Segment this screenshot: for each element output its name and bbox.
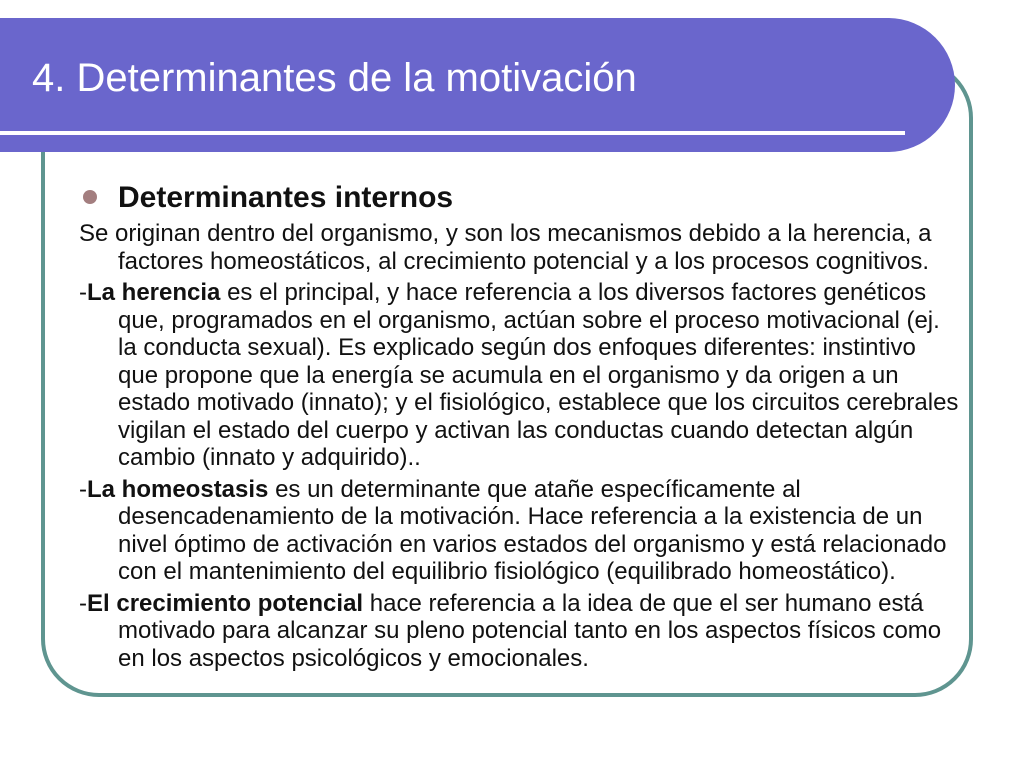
slide-title: 4. Determinantes de la motivación xyxy=(32,56,637,100)
herencia-paragraph xyxy=(79,279,959,472)
bullet-dot-icon xyxy=(83,190,97,204)
item-prefix: - xyxy=(79,279,87,306)
bullet-heading: Determinantes internos xyxy=(118,181,454,214)
item-prefix: - xyxy=(79,589,87,617)
item-text: hace referencia a la idea de que el ser humano está motivado para alcanzar su pleno potencial tanto en los aspectos físicos como en los aspectos psicológicos y emocionales. xyxy=(118,589,942,672)
item-term: La homeostasis xyxy=(87,475,269,503)
homeostasis-paragraph xyxy=(79,476,959,586)
item-term: El crecimiento potencial xyxy=(87,589,364,617)
title-underline xyxy=(0,131,905,135)
slide-body xyxy=(79,178,959,672)
bullet-item xyxy=(79,178,959,220)
item-term: La herencia xyxy=(87,279,221,306)
intro-paragraph: Se originan dentro del organismo, y son los mecanismos debido a la herencia, a factores homeostáticos, al crecimiento potencial y a los procesos cognitivos. xyxy=(79,220,932,275)
item-prefix: - xyxy=(79,475,87,503)
item-text: es un determinante que atañe específicamente al desencadenamiento de la motivación. Hace referencia a la existencia de un nivel óptimo de activación en varios estados del organismo y está relacionado con el mantenimiento del equilibrio fisiológico (equilibrado homeostático). xyxy=(118,475,947,585)
crecimiento-paragraph xyxy=(79,590,959,673)
item-text: es el principal, y hace referencia a los diversos factores genéticos que, programados en el organismo, actúan sobre el proceso motivacional (ej. la conducta sexual). Es explicado según dos enfoques diferentes: instintivo que propone que la energía se acumula en el organismo y da origen a un estado motivado (innato); y el fisiológico, establece que los circuitos cerebrales vigilan el estado del cuerpo y activan las conductas cuando detectan algún cambio (innato y adquirido).. xyxy=(118,279,959,471)
